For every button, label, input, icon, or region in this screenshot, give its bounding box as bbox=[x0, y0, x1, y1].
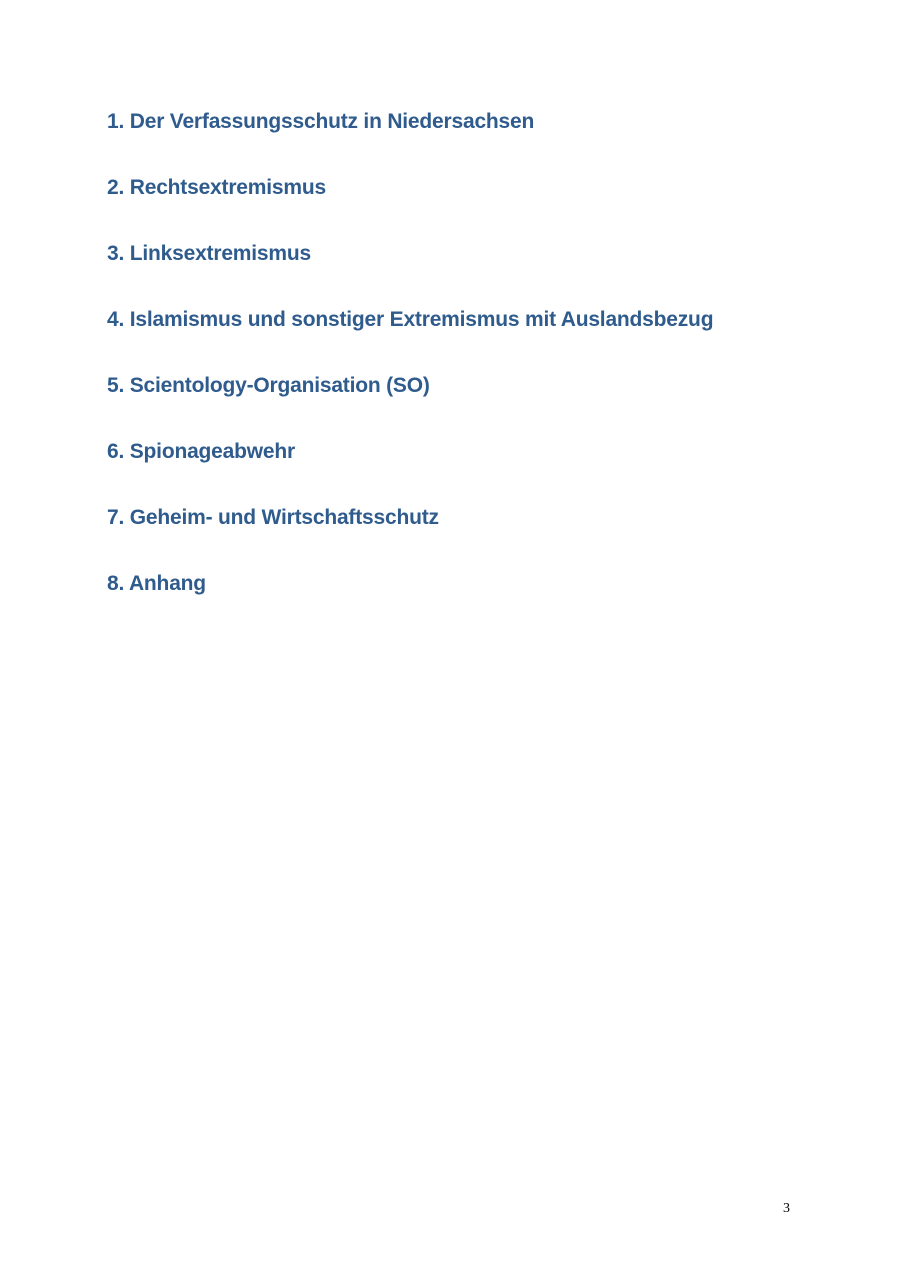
toc-entry: 8. Anhang bbox=[107, 572, 206, 595]
page-number: 3 bbox=[783, 1201, 790, 1216]
toc-entry: 1. Der Verfassungsschutz in Niedersachsen bbox=[107, 110, 535, 133]
toc-entry: 5. Scientology-Organisation (SO) bbox=[107, 374, 430, 397]
toc-entry: 6. Spionageabwehr bbox=[107, 440, 295, 463]
toc-entry: 2. Rechtsextremismus bbox=[107, 176, 326, 199]
toc-entry: 3. Linksextremismus bbox=[107, 242, 311, 265]
table-of-contents bbox=[107, 104, 713, 632]
toc-entry: 4. Islamismus und sonstiger Extremismus mit Auslandsbezug bbox=[107, 308, 714, 331]
toc-entry: 7. Geheim- und Wirtschaftsschutz bbox=[107, 506, 439, 529]
